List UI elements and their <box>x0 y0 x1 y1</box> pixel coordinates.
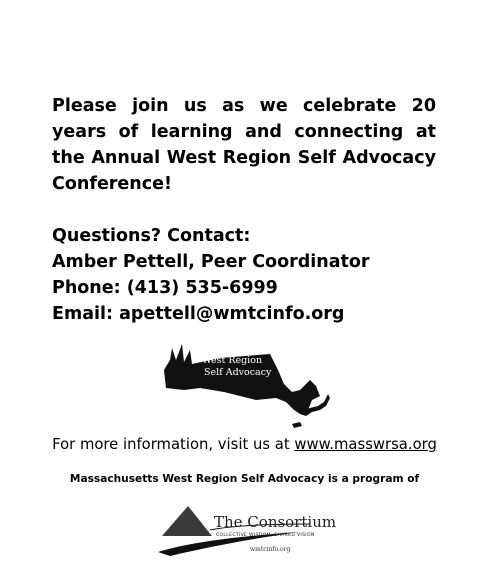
invitation-text: Please join us as we celebrate 20 years of learning and connecting at the Annual West Region Self Advocacy Conference! <box>52 96 436 194</box>
contact-email: Email: apettell@wmtcinfo.org <box>52 304 345 324</box>
more-info-line <box>0 436 489 453</box>
west-region-self-advocacy-logo <box>160 340 332 432</box>
consortium-url: wmtcinfo.org <box>250 546 291 553</box>
island-shape <box>292 422 302 428</box>
consortium-logo <box>150 496 340 562</box>
logo-text-self-advocacy: Self Advocacy <box>204 367 272 378</box>
contact-heading: Questions? Contact: <box>52 226 251 246</box>
consortium-name: The Consortium <box>214 513 337 531</box>
contact-name: Amber Pettell, Peer Coordinator <box>52 252 370 272</box>
logo-text-west-region: West Region <box>202 355 263 366</box>
more-info-text: For more information, visit us at <box>52 436 295 453</box>
program-statement: Massachusetts West Region Self Advocacy is a program of <box>69 473 420 485</box>
contact-block <box>52 223 370 327</box>
website-link[interactable]: www.masswrsa.org <box>294 436 437 453</box>
contact-phone: Phone: (413) 535-6999 <box>52 278 278 298</box>
consortium-tagline: COLLECTIVE WISDOM, SHARED VISION <box>216 533 315 538</box>
